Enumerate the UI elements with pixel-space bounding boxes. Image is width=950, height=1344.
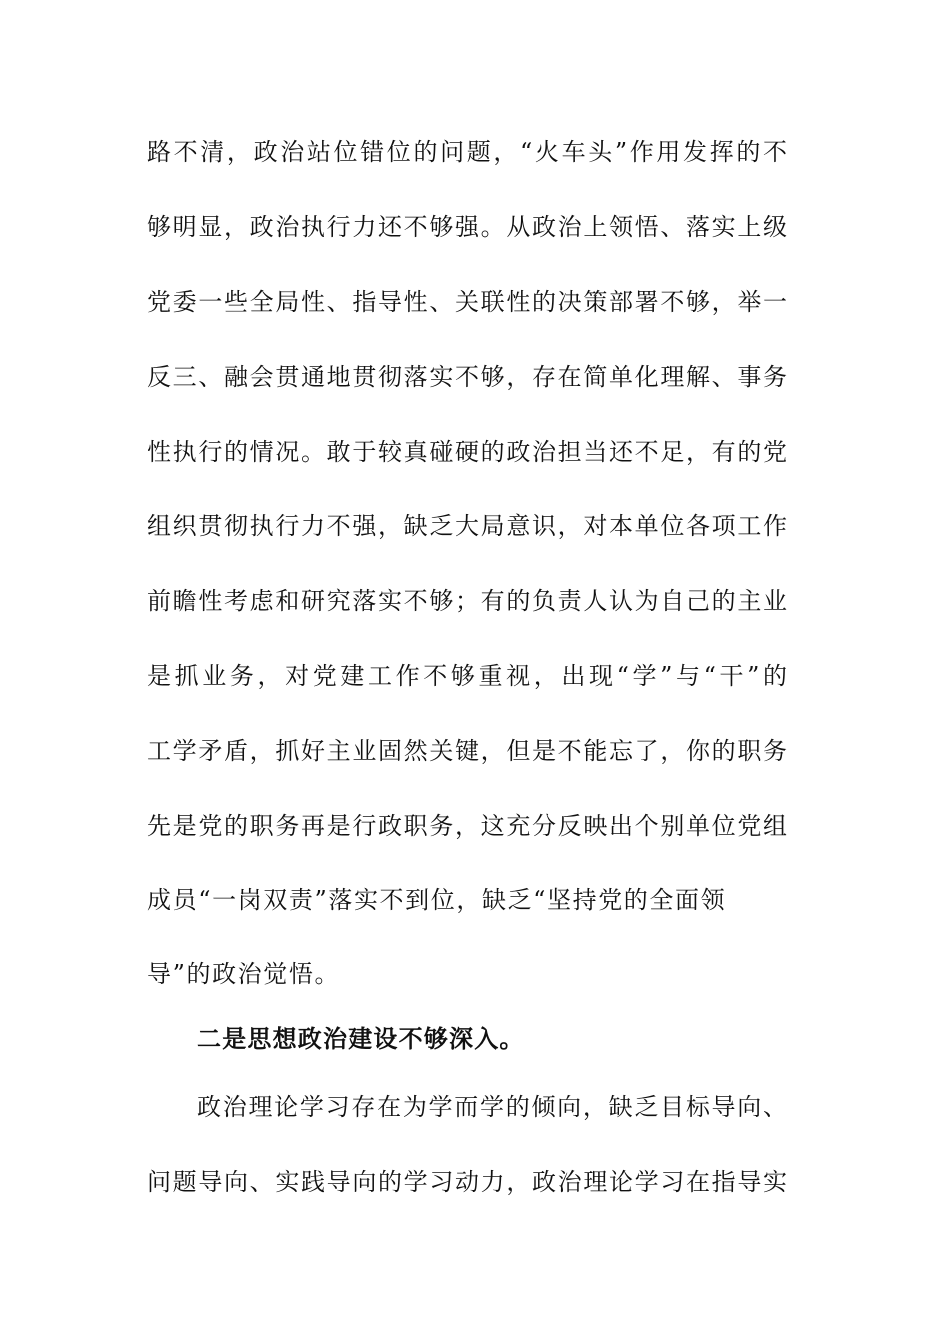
- paragraph-line: 成员“一岗双责”落实不到位，缺乏“坚持党的全面领: [147, 886, 727, 914]
- section-heading: 二是思想政治建设不够深入。: [197, 1025, 525, 1053]
- paragraph-line: 是抓业务，对党建工作不够重视，出现“学”与“干”的: [147, 662, 787, 690]
- paragraph-line: 前瞻性考虑和研究落实不够；有的负责人认为自己的主业: [147, 587, 787, 615]
- paragraph-line: 够明显，政治执行力还不够强。从政治上领悟、落实上级: [147, 213, 787, 241]
- paragraph-line: 性执行的情况。敢于较真碰硬的政治担当还不足，有的党: [147, 438, 787, 466]
- paragraph-line: 组织贯彻执行力不强，缺乏大局意识，对本单位各项工作: [147, 512, 787, 540]
- paragraph-line: 导”的政治觉悟。: [147, 960, 341, 988]
- paragraph-line: 党委一些全局性、指导性、关联性的决策部署不够，举一: [147, 288, 787, 316]
- paragraph-line: 路不清，政治站位错位的问题，“火车头”作用发挥的不: [147, 138, 787, 166]
- paragraph-line: 政治理论学习存在为学而学的倾向，缺乏目标导向、: [197, 1093, 787, 1121]
- paragraph-line: 先是党的职务再是行政职务，这充分反映出个别单位党组: [147, 812, 787, 840]
- paragraph-line: 反三、融会贯通地贯彻落实不够，存在简单化理解、事务: [147, 363, 787, 391]
- paragraph-line: 问题导向、实践导向的学习动力，政治理论学习在指导实: [147, 1168, 787, 1196]
- paragraph-line: 工学矛盾，抓好主业固然关键，但是不能忘了，你的职务: [147, 737, 787, 765]
